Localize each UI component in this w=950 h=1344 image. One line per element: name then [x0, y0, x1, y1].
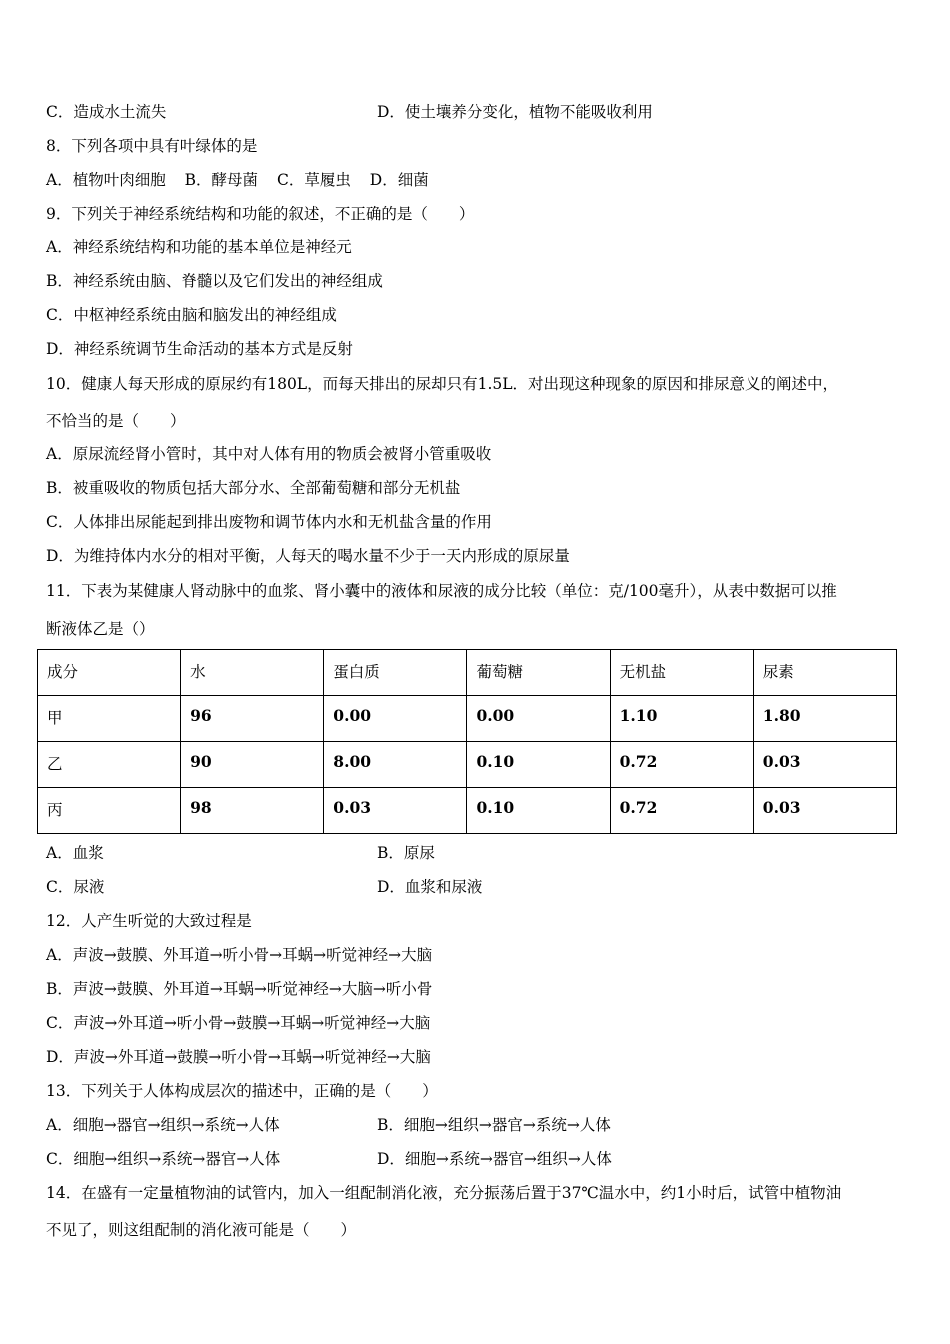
- q12-option-c: C．声波→外耳道→听小骨→鼓膜→耳蜗→听觉神经→大脑: [46, 1014, 431, 1032]
- table-cell: 1.10: [610, 696, 753, 742]
- table-row: [38, 742, 897, 788]
- table-cell: 0.00: [467, 696, 610, 742]
- q12-option-b: B．声波→鼓膜、外耳道→耳蜗→听觉神经→大脑→听小骨: [46, 980, 433, 998]
- q12-option-d: D．声波→外耳道→鼓膜→听小骨→耳蜗→听觉神经→大脑: [46, 1048, 431, 1066]
- q10-option-d: D．为维持体内水分的相对平衡，人每天的喝水量不少于一天内形成的原尿量: [46, 547, 570, 565]
- q12-option-a: A．声波→鼓膜、外耳道→听小骨→耳蜗→听觉神经→大脑: [46, 946, 433, 964]
- table-cell: 0.72: [610, 788, 753, 834]
- q10-option-a: A．原尿流经肾小管时，其中对人体有用的物质会被肾小管重吸收: [46, 445, 492, 463]
- table-cell: 1.80: [753, 696, 896, 742]
- q11-option-b: B．原尿: [377, 844, 435, 862]
- table-cell: 0.00: [324, 696, 467, 742]
- q8-option-a: A．植物叶肉细胞: [46, 171, 166, 189]
- q9-option-d: D．神经系统调节生命活动的基本方式是反射: [46, 340, 353, 358]
- table-cell: 0.03: [324, 788, 467, 834]
- table-cell: 0.03: [753, 788, 896, 834]
- table-cell: 甲: [38, 696, 181, 742]
- q11-data-table: [37, 649, 897, 834]
- table-header-row: [38, 650, 897, 696]
- table-row: [38, 788, 897, 834]
- table-cell: 丙: [38, 788, 181, 834]
- q9-stem: 9．下列关于神经系统结构和功能的叙述，不正确的是（ ）: [46, 205, 475, 223]
- q10-stem-line1: 10．健康人每天形成的原尿约有180L，而每天排出的尿却只有1.5L．对出现这种现象的原因和排尿意义的阐述中，: [46, 375, 839, 393]
- q11-option-d: D．血浆和尿液: [377, 878, 483, 896]
- table-cell: 0.10: [467, 742, 610, 788]
- q13-option-b: B．细胞→组织→器官→系统→人体: [377, 1116, 611, 1134]
- q11-stem-line1: 11．下表为某健康人肾动脉中的血浆、肾小囊中的液体和尿液的成分比较（单位：克/100毫升），从表中数据可以推: [46, 582, 837, 600]
- table-header-cell: 葡萄糖: [467, 650, 610, 696]
- table-header-cell: 水: [181, 650, 324, 696]
- table-header-cell: 无机盐: [610, 650, 753, 696]
- table-cell: 96: [181, 696, 324, 742]
- q7-option-c: C．造成水土流失: [46, 103, 167, 121]
- q14-stem-line2: 不见了，则这组配制的消化液可能是（ ）: [46, 1221, 357, 1239]
- q8-stem: 8．下列各项中具有叶绿体的是: [46, 137, 258, 155]
- q9-option-a: A．神经系统结构和功能的基本单位是神经元: [46, 238, 352, 256]
- q9-option-c: C．中枢神经系统由脑和脑发出的神经组成: [46, 306, 337, 324]
- q13-stem: 13．下列关于人体构成层次的描述中，正确的是（ ）: [46, 1082, 438, 1100]
- q13-option-c: C．细胞→组织→系统→器官→人体: [46, 1150, 281, 1168]
- q9-option-b: B．神经系统由脑、脊髓以及它们发出的神经组成: [46, 272, 383, 290]
- q11-option-a: A．血浆: [46, 844, 104, 862]
- q8-options-row: [46, 170, 429, 190]
- q8-option-b: B．酵母菌: [184, 171, 259, 189]
- q8-option-c: C．草履虫: [276, 171, 351, 189]
- q10-stem-line2: 不恰当的是（ ）: [46, 412, 186, 430]
- q10-option-c: C．人体排出尿能起到排出废物和调节体内水和无机盐含量的作用: [46, 513, 492, 531]
- q11-stem-line2: 断液体乙是（）: [46, 620, 155, 638]
- table-row: [38, 696, 897, 742]
- q10-option-b: B．被重吸收的物质包括大部分水、全部葡萄糖和部分无机盐: [46, 479, 461, 497]
- q7-option-d: D．使土壤养分变化，植物不能吸收利用: [377, 103, 653, 121]
- table-cell: 0.10: [467, 788, 610, 834]
- q11-option-c: C．尿液: [46, 878, 105, 896]
- table-cell: 90: [181, 742, 324, 788]
- table-cell: 乙: [38, 742, 181, 788]
- table-header-cell: 尿素: [753, 650, 896, 696]
- q8-option-d: D．细菌: [369, 171, 429, 189]
- table-header-cell: 成分: [38, 650, 181, 696]
- q12-stem: 12．人产生听觉的大致过程是: [46, 912, 252, 930]
- q13-option-a: A．细胞→器官→组织→系统→人体: [46, 1116, 280, 1134]
- table-cell: 98: [181, 788, 324, 834]
- table-cell: 0.72: [610, 742, 753, 788]
- table-cell: 8.00: [324, 742, 467, 788]
- table-header-cell: 蛋白质: [324, 650, 467, 696]
- q13-option-d: D．细胞→系统→器官→组织→人体: [377, 1150, 612, 1168]
- table-cell: 0.03: [753, 742, 896, 788]
- q14-stem-line1: 14．在盛有一定量植物油的试管内，加入一组配制消化液，充分振荡后置于37℃温水中，约1小时后，试管中植物油: [46, 1184, 842, 1202]
